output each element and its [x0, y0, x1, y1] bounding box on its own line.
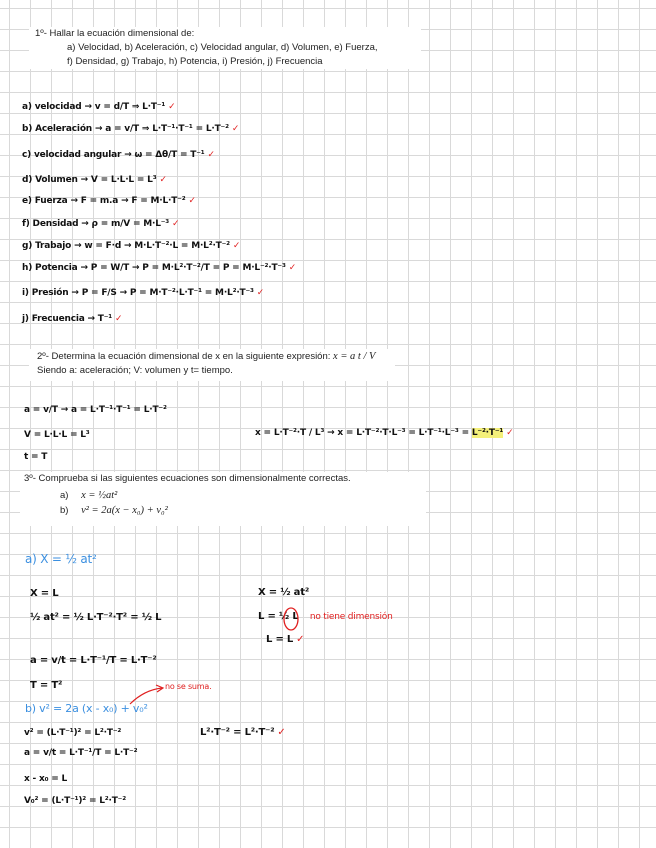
q2-work-volume: V = L·L·L = L³ — [24, 430, 90, 440]
check-icon: ✓ — [506, 428, 514, 438]
q2-statement — [29, 349, 395, 381]
q3-a-right-3: L = L ✓ — [266, 634, 305, 645]
q3-b-left-v2: v² = (L·T⁻¹)² = L²·T⁻² — [24, 728, 122, 738]
q3-item-a-label: a) — [60, 489, 69, 501]
q2-work-acceleration: a = v/T → a = L·T⁻¹·T⁻¹ = L·T⁻² — [24, 405, 167, 415]
q3-b-left-acc: a = v/t = L·T⁻¹/T = L·T⁻² — [24, 748, 138, 758]
answer-potencia: h) Potencia → P = W/T → P = M·L²·T⁻²/T = P = M·L⁻²·T⁻³ ✓ — [22, 263, 297, 273]
q3-b-left-v0: V₀² = (L·T⁻¹)² = L²·T⁻² — [24, 796, 126, 806]
answer-trabajo: g) Trabajo → w = F·d → M·L·T⁻²·L = M·L²·T⁻² ✓ — [22, 241, 241, 251]
q3-a-left-acc: a = v/t = L·T⁻¹/T = L·T⁻² — [30, 655, 157, 666]
q3-item-b-label: b) — [60, 504, 69, 516]
q1-statement — [29, 27, 421, 69]
check-icon: ✓ — [256, 288, 265, 298]
answer-aceleracion: b) Aceleración → a = v/T ⇒ L·T⁻¹·T⁻¹ = L·T⁻² ✓ — [22, 124, 240, 134]
answer-frecuencia: j) Frecuencia → T⁻¹ ✓ — [22, 314, 123, 324]
check-icon: ✓ — [168, 102, 176, 112]
q3-a-left-half: ½ at² = ½ L·T⁻²·T² = ½ L — [30, 612, 162, 623]
answer-velocidad: a) velocidad → v = d/T ⇒ L·T⁻¹ ✓ — [22, 102, 176, 112]
q1-line2: f) Densidad, g) Trabajo, h) Potencia, i) Presión, j) Frecuencia — [67, 55, 323, 67]
check-icon: ✓ — [288, 263, 297, 273]
circle-annotation — [282, 606, 300, 632]
answer-volumen: d) Volumen → V = L·L·L = L³ ✓ — [22, 175, 167, 185]
check-icon: ✓ — [277, 727, 286, 738]
q2-work-result: x = L·T⁻²·T / L³ → x = L·T⁻²·T·L⁻³ = L·T⁻¹·L⁻³ = L⁻²·T⁻¹ ✓ — [255, 428, 514, 438]
q2-line1: 2º- Determina la ecuación dimensional de x en la siguiente expresión: — [37, 351, 331, 362]
q2-formula: x = a t / V — [333, 351, 376, 362]
check-icon: ✓ — [172, 219, 180, 229]
q3-a-left-t: T = T² — [30, 680, 63, 691]
q3-item-a: x = ½at² — [81, 489, 118, 501]
q3-part-a-heading: a) X = ½ at² — [25, 552, 97, 566]
check-icon: ✓ — [296, 634, 305, 645]
q2-line2: Siendo a: aceleración; V: volumen y t= tiempo. — [37, 365, 233, 377]
q3-part-b-heading: b) v² = 2a (x - x₀) + v₀² — [25, 702, 148, 715]
q3-a-right-1: X = ½ at² — [258, 587, 309, 598]
check-icon: ✓ — [207, 150, 215, 160]
q3-a-right-2: L = ½ L no tiene dimensión — [258, 611, 393, 622]
q3-no-dim-note: no tiene dimensión — [309, 612, 393, 622]
q3-item-b: v² = 2a(x − x₀) + v₀² — [81, 504, 168, 516]
answer-velocidad-angular: c) velocidad angular → ω = Δθ/T = T⁻¹ ✓ — [22, 150, 215, 160]
check-icon: ✓ — [188, 196, 196, 206]
q2-final-result: L⁻²·T⁻¹ — [471, 428, 504, 438]
answer-fuerza: e) Fuerza → F = m.a → F = M·L·T⁻² ✓ — [22, 196, 196, 206]
q3-b-right: L²·T⁻² = L²·T⁻² ✓ — [200, 727, 286, 738]
check-icon: ✓ — [115, 314, 123, 324]
q2-work-time: t = T — [24, 452, 48, 462]
q3-title: 3º- Comprueba si las siguientes ecuaciones son dimensionalmente correctas. — [24, 473, 351, 484]
q3-b-left-dx: x - x₀ = L — [24, 774, 68, 784]
q3-no-sum-note: no se suma. — [165, 682, 212, 691]
check-icon: ✓ — [159, 175, 167, 185]
q3-statement — [20, 472, 426, 526]
q1-title: 1º- Hallar la ecuación dimensional de: — [35, 28, 195, 39]
answer-presion: i) Presión → P = F/S → P = M·T⁻²·L·T⁻¹ = M·L²·T⁻³ ✓ — [22, 288, 265, 298]
check-icon: ✓ — [231, 124, 240, 134]
q1-line1: a) Velocidad, b) Aceleración, c) Velocidad angular, d) Volumen, e) Fuerza, — [67, 41, 378, 53]
q3-a-left-x: X = L — [30, 588, 59, 599]
check-icon: ✓ — [232, 241, 241, 251]
answer-densidad: f) Densidad → ρ = m/V = M·L⁻³ ✓ — [22, 219, 180, 229]
